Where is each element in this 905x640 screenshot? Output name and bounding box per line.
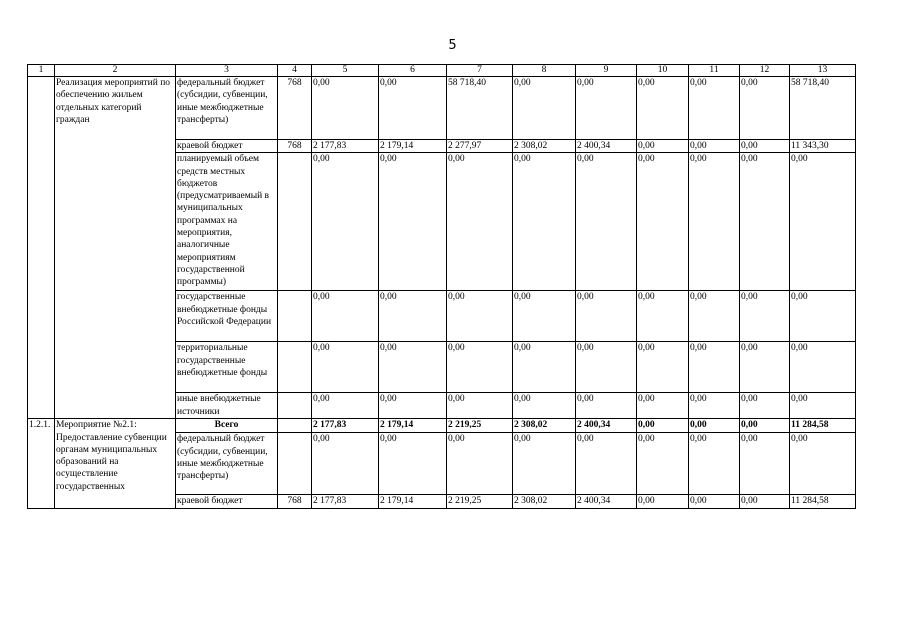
value-cell: 0,00 [379, 433, 447, 495]
funding-source-cell: территориальные государственные внебюджетные фонды [176, 342, 278, 393]
code-cell: 768 [278, 495, 312, 508]
value-cell: 0,00 [513, 433, 576, 495]
value-cell: 2 400,34 [576, 140, 637, 153]
value-cell: 2 219,25 [447, 495, 513, 508]
page-number: 5 [448, 38, 457, 53]
event-name-cell: Реализация мероприятий по обеспечению жильем отдельных категорий граждан [55, 77, 176, 419]
value-cell: 11 284,58 [790, 495, 856, 508]
value-cell: 2 400,34 [576, 495, 637, 508]
value-cell: 2 308,02 [513, 140, 576, 153]
column-header: 9 [576, 65, 637, 77]
value-cell: 0,00 [790, 153, 856, 291]
value-cell: 0,00 [312, 342, 379, 393]
value-cell: 0,00 [790, 393, 856, 419]
value-cell: 0,00 [740, 419, 790, 433]
column-header: 8 [513, 65, 576, 77]
column-header: 13 [790, 65, 856, 77]
code-cell [278, 419, 312, 433]
value-cell: 0,00 [576, 393, 637, 419]
column-header: 12 [740, 65, 790, 77]
value-cell: 0,00 [637, 140, 689, 153]
value-cell: 11 284,58 [790, 419, 856, 433]
code-cell: 768 [278, 140, 312, 153]
value-cell: 0,00 [790, 342, 856, 393]
row-number-cell [28, 77, 55, 419]
funding-source-cell: иные внебюджетные источники [176, 393, 278, 419]
code-cell: 768 [278, 77, 312, 140]
value-cell: 0,00 [689, 495, 740, 508]
value-cell: 0,00 [513, 342, 576, 393]
value-cell: 0,00 [576, 291, 637, 342]
value-cell: 0,00 [576, 433, 637, 495]
value-cell: 0,00 [637, 291, 689, 342]
value-cell: 2 177,83 [312, 495, 379, 508]
column-header: 6 [379, 65, 447, 77]
value-cell: 0,00 [740, 433, 790, 495]
value-cell: 0,00 [740, 291, 790, 342]
value-cell: 0,00 [513, 77, 576, 140]
column-header: 11 [689, 65, 740, 77]
value-cell: 0,00 [689, 393, 740, 419]
code-cell [278, 342, 312, 393]
value-cell: 0,00 [689, 419, 740, 433]
header-row [28, 65, 856, 77]
funding-source-cell: Всего [176, 419, 278, 433]
value-cell: 2 219,25 [447, 419, 513, 433]
value-cell: 0,00 [576, 77, 637, 140]
column-header: 7 [447, 65, 513, 77]
value-cell: 2 177,83 [312, 419, 379, 433]
value-cell: 58 718,40 [447, 77, 513, 140]
value-cell: 2 179,14 [379, 495, 447, 508]
value-cell: 0,00 [379, 393, 447, 419]
value-cell: 2 277,97 [447, 140, 513, 153]
code-cell [278, 393, 312, 419]
value-cell: 0,00 [637, 342, 689, 393]
column-header: 3 [176, 65, 278, 77]
value-cell: 0,00 [740, 393, 790, 419]
value-cell: 0,00 [513, 153, 576, 291]
value-cell: 2 177,83 [312, 140, 379, 153]
value-cell: 0,00 [637, 393, 689, 419]
value-cell: 0,00 [447, 433, 513, 495]
value-cell: 0,00 [740, 153, 790, 291]
value-cell: 0,00 [312, 433, 379, 495]
value-cell: 0,00 [312, 291, 379, 342]
value-cell: 0,00 [790, 291, 856, 342]
value-cell: 0,00 [576, 153, 637, 291]
table-row [28, 77, 856, 140]
value-cell: 2 400,34 [576, 419, 637, 433]
value-cell: 0,00 [790, 433, 856, 495]
column-header: 5 [312, 65, 379, 77]
value-cell: 0,00 [689, 433, 740, 495]
value-cell: 0,00 [689, 140, 740, 153]
value-cell: 0,00 [447, 291, 513, 342]
value-cell: 0,00 [689, 291, 740, 342]
code-cell [278, 291, 312, 342]
funding-source-cell: краевой бюджет [176, 495, 278, 508]
value-cell: 0,00 [740, 77, 790, 140]
value-cell: 0,00 [312, 153, 379, 291]
funding-source-cell: планируемый объем средств местных бюджетов (предусматриваемый в муниципальных программах на мероприятия, аналогичные мероприятиям государственной программы) [176, 153, 278, 291]
funding-source-cell: федеральный бюджет (субсидии, субвенции, иные межбюджетные трансферты) [176, 77, 278, 140]
value-cell: 58 718,40 [790, 77, 856, 140]
value-cell: 0,00 [637, 433, 689, 495]
value-cell: 0,00 [447, 153, 513, 291]
value-cell: 0,00 [312, 77, 379, 140]
value-cell: 0,00 [312, 393, 379, 419]
value-cell: 0,00 [740, 342, 790, 393]
value-cell: 2 308,02 [513, 419, 576, 433]
value-cell: 0,00 [637, 153, 689, 291]
value-cell: 0,00 [637, 495, 689, 508]
funding-source-cell: государственные внебюджетные фонды Российской Федерации [176, 291, 278, 342]
value-cell: 0,00 [576, 342, 637, 393]
value-cell: 0,00 [379, 342, 447, 393]
code-cell [278, 153, 312, 291]
value-cell: 0,00 [637, 419, 689, 433]
value-cell: 2 179,14 [379, 140, 447, 153]
value-cell: 0,00 [379, 291, 447, 342]
code-cell [278, 433, 312, 495]
value-cell: 0,00 [447, 393, 513, 419]
value-cell: 0,00 [689, 153, 740, 291]
funding-source-cell: краевой бюджет [176, 140, 278, 153]
value-cell: 0,00 [689, 342, 740, 393]
value-cell: 0,00 [513, 291, 576, 342]
value-cell: 0,00 [513, 393, 576, 419]
value-cell: 11 343,30 [790, 140, 856, 153]
value-cell: 0,00 [740, 495, 790, 508]
value-cell: 0,00 [447, 342, 513, 393]
row-number-cell: 1.2.1. [28, 419, 55, 508]
value-cell: 0,00 [740, 140, 790, 153]
column-header: 1 [28, 65, 55, 77]
funding-source-cell: федеральный бюджет (субсидии, субвенции, иные межбюджетные трансферты) [176, 433, 278, 495]
column-header: 10 [637, 65, 689, 77]
table-row-total [28, 419, 856, 433]
value-cell: 0,00 [379, 153, 447, 291]
column-header: 4 [278, 65, 312, 77]
value-cell: 0,00 [689, 77, 740, 140]
column-header: 2 [55, 65, 176, 77]
value-cell: 0,00 [637, 77, 689, 140]
value-cell: 2 179,14 [379, 419, 447, 433]
value-cell: 2 308,02 [513, 495, 576, 508]
event-name-cell: Мероприятие №2.1: Предоставление субвенции органам муниципальных образований на осуществление государственных [55, 419, 176, 508]
budget-table [27, 64, 856, 509]
value-cell: 0,00 [379, 77, 447, 140]
